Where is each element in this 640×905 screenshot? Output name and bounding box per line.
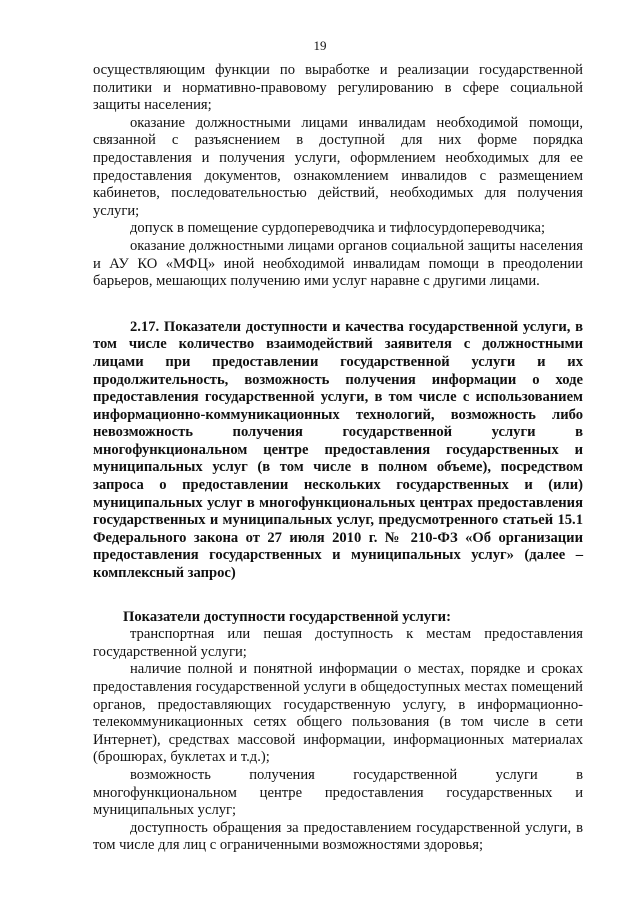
page-number: 19: [313, 38, 327, 53]
paragraph-continuation: осуществляющим функции по выработке и реализации государственной политики и нормативно-правовому регулированию в сфере социальной защиты населения;: [93, 62, 583, 114]
document-body: [93, 62, 583, 855]
paragraph-information-availability: наличие полной и понятной информации о местах, порядке и сроках предоставления государственной услуги в общедоступных местах помещений органов, предоставляющих государственную услугу, в информационно-телекоммуникационных сетях общего пользования (в том числе в сети Интернет), средствах массовой информации, информационных материалах (брошюрах, буклетах и т.д.);: [93, 661, 583, 766]
paragraph-transport-access: транспортная или пешая доступность к местам предоставления государственной услуги;: [93, 626, 583, 660]
paragraph-barrier-help: оказание должностными лицами органов социальной защиты населения и АУ КО «МФЦ» иной необходимой инвалидам помощи в преодолении барьеров, мешающих получению ими услуг наравне с другими лицами.: [93, 237, 583, 290]
paragraph-mfc-availability: возможность получения государственной услуги в многофункциональном центре предоставления государственных и муниципальных услуг;: [93, 766, 583, 819]
paragraph-assistance: оказание должностными лицами инвалидам необходимой помощи, связанной с разъяснением в доступной для них форме порядка предоставления и получения услуги, оформлением необходимых для ее предоставления документов, ознакомлением инвалидов с размещением кабинетов, последовательностью действий, необходимых для получения услуги;: [93, 114, 583, 219]
section-heading-2-17: 2.17. Показатели доступности и качества государственной услуги, в том числе количество взаимодействий заявителя с должностными лицами при предоставлении государственной услуги и их продолжительность, возможность получения информации о ходе предоставления государственной услуги, в том числе с использованием информационно-коммуникационных технологий, возможность либо невозможность получения государственной услуги в многофункциональном центре предоставления государственных и муниципальных услуг (в том числе в полном объеме), посредством запроса о предоставлении нескольких государственных и (или) муниципальных услуг в многофункциональных центрах предоставления государственных и муниципальных услуг, предусмотренного статьей 15.1 Федерального закона от 27 июля 2010 г. № 210-ФЗ «Об организации предоставления государственных и муниципальных услуг» (далее – комплексный запрос): [93, 318, 583, 582]
paragraph-disability-access: доступность обращения за предоставлением государственной услуги, в том числе для лиц с ограниченными возможностями здоровья;: [93, 819, 583, 854]
paragraph-interpreter-access: допуск в помещение сурдопереводчика и тифлосурдопереводчика;: [130, 220, 546, 237]
subheading-accessibility-indicators: Показатели доступности государственной услуги:: [123, 608, 451, 625]
